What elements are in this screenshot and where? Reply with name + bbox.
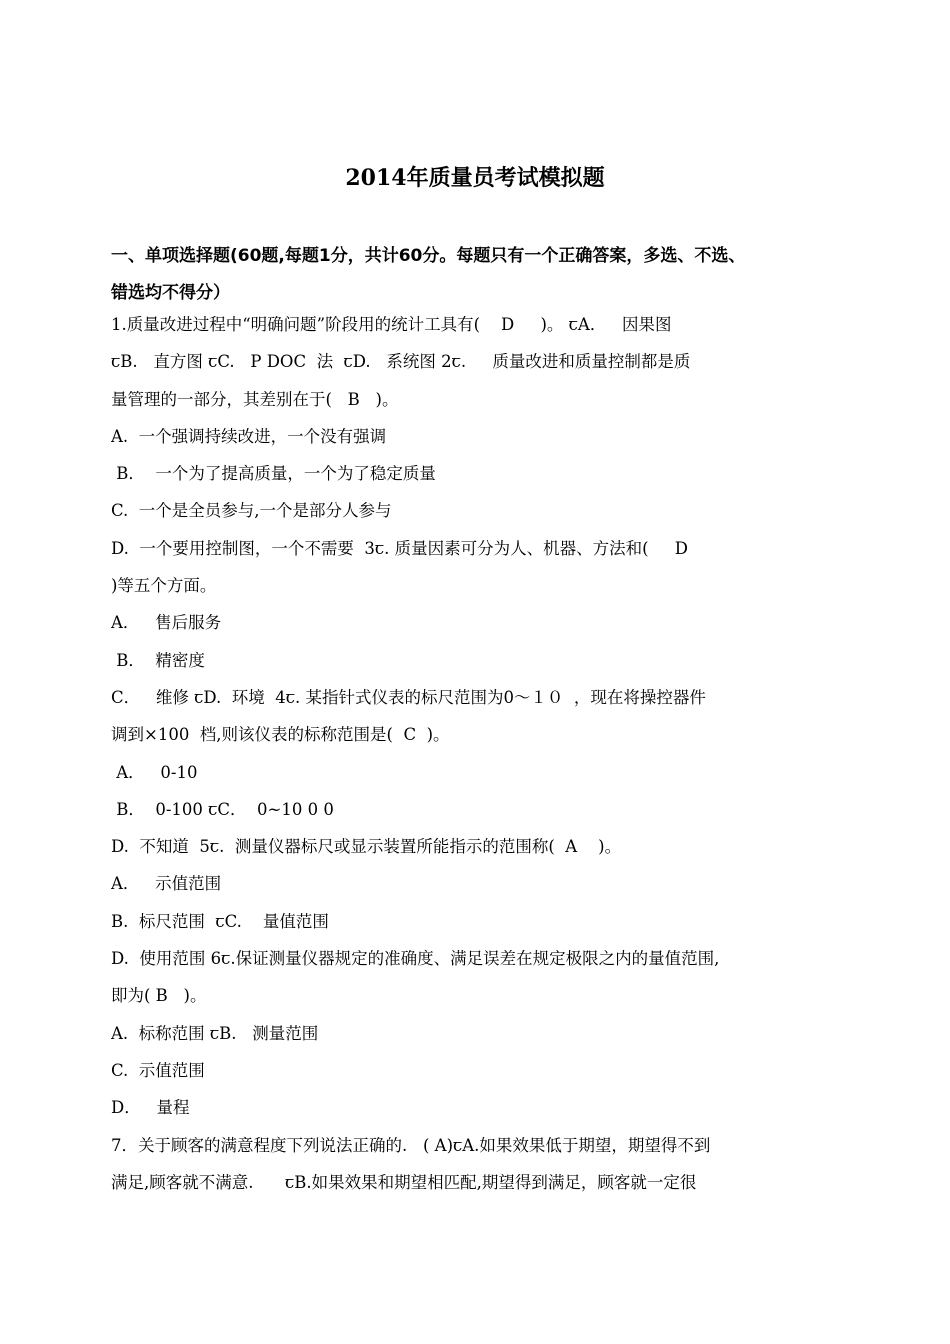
document-title: 2014年质量员考试模拟题	[345, 165, 605, 191]
text-line: B． 一个为了提高质量，一个为了稳定质量	[111, 464, 436, 484]
text-line: 满足,顾客就不满意. ꞇB.如果效果和期望相匹配,期望得到满足，顾客就一定很	[111, 1172, 697, 1192]
text-line: A． 0-10	[111, 762, 198, 782]
section-heading-line: 一、单项选择题(60题,每题1分，共计60分。每题只有一个正确答案，多选、不选、	[111, 246, 746, 266]
text-line: B． 0-100 ꞇC． 0~10 0 0	[111, 799, 334, 819]
text-line: D. 一个要用控制图，一个不需要 3ꞇ. 质量因素可分为人、机器、方法和( D	[111, 538, 688, 558]
section-heading-line: 错选均不得分）	[111, 283, 230, 303]
text-line: 调到×100 档,则该仪表的标称范围是( C )。	[111, 725, 450, 745]
question-body	[111, 306, 841, 1201]
text-line: B． 精密度	[111, 650, 205, 670]
text-line: D. 使用范围 6ꞇ.保证测量仪器规定的准确度、满足误差在规定极限之内的量值范围,	[111, 949, 720, 969]
text-line: A． 示值范围	[111, 874, 222, 894]
text-line: D. 不知道 5ꞇ. 测量仪器标尺或显示装置所能指示的范围称( A )。	[111, 837, 622, 857]
text-line: 量管理的一部分，其差别在于( B )。	[111, 389, 399, 409]
text-line: 即为( B )。	[111, 986, 207, 1006]
text-line: D． 量程	[111, 1098, 190, 1118]
text-line: A． 售后服务	[111, 613, 222, 633]
section-heading	[111, 238, 841, 312]
text-line: C. 一个是全员参与,一个是部分人参与	[111, 501, 392, 521]
text-line: )等五个方面。	[111, 576, 217, 596]
text-line: 7．关于顾客的满意程度下列说法正确的. ( A)ꞇA.如果效果低于期望，期望得不到	[111, 1135, 711, 1155]
text-line: C． 维修 ꞇD. 环境 4ꞇ. 某指针式仪表的标尺范围为0～１０ ，现在将操控器件	[111, 687, 706, 707]
text-line: C. 示值范围	[111, 1060, 205, 1080]
text-line: A. 一个强调持续改进，一个没有强调	[111, 426, 387, 446]
text-line: ꞇB. 直方图 ꞇC. P DOC 法 ꞇD. 系统图 2ꞇ. 质量改进和质量控制都是质	[111, 352, 691, 372]
text-line: A. 标称范围 ꞇB. 测量范围	[111, 1023, 319, 1043]
text-line: B. 标尺范围 ꞇC. 量值范围	[111, 911, 329, 931]
text-line: 1.质量改进过程中“明确问题”阶段用的统计工具有( D )。 ꞇA． 因果图	[111, 315, 672, 334]
